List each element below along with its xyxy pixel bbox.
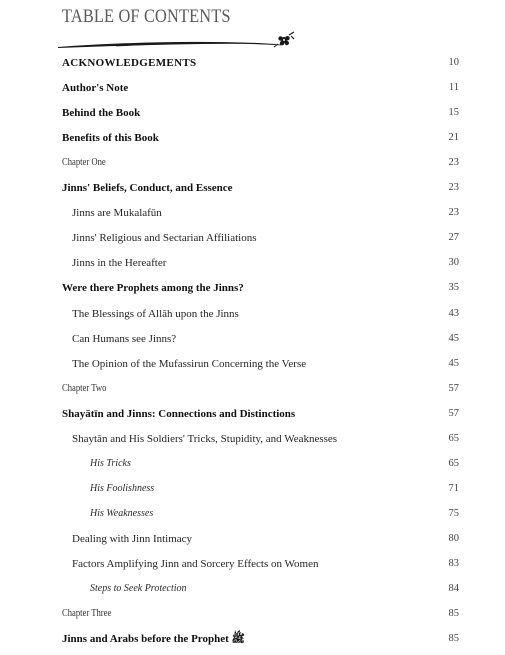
toc-entry[interactable] xyxy=(0,531,505,547)
toc-page-number: 15 xyxy=(448,107,459,118)
toc-entry-title: Shayātīn and Jinns: Connections and Distinctions xyxy=(62,408,296,420)
toc-page-number: 57 xyxy=(448,408,459,419)
toc-entry-title: Chapter Two xyxy=(62,383,107,394)
toc-entry[interactable] xyxy=(0,230,505,246)
toc-entry-title: Benefits of this Book xyxy=(62,132,159,144)
toc-page-number: 80 xyxy=(448,533,459,544)
toc-page-number: 35 xyxy=(448,282,459,293)
toc-page-number: 43 xyxy=(448,308,459,319)
toc-entry-title: Dealing with Jinn Intimacy xyxy=(72,533,193,545)
toc-entry-title: Jinns' Beliefs, Conduct, and Essence xyxy=(62,182,233,194)
toc-entry-title: Behind the Book xyxy=(62,107,141,119)
toc-page-number: 75 xyxy=(448,508,459,519)
toc-page-number: 71 xyxy=(448,483,459,494)
toc-entry-title: Author's Note xyxy=(62,82,129,94)
toc-entry-title: Jinns and Arabs before the Prophet ﷺ xyxy=(62,633,245,645)
toc-page-number: 84 xyxy=(448,583,459,594)
toc-page-number: 65 xyxy=(448,433,459,444)
toc-entry-title: Chapter One xyxy=(62,157,106,168)
flower-ornament-icon xyxy=(274,32,294,47)
toc-page-number: 57 xyxy=(448,383,459,394)
toc-page-number: 23 xyxy=(448,157,459,168)
toc-entry-title: His Tricks xyxy=(90,458,131,469)
toc-entry[interactable] xyxy=(0,356,505,372)
toc-page-number: 23 xyxy=(448,207,459,218)
toc-entry[interactable] xyxy=(0,331,505,347)
toc-entry-title: Were there Prophets among the Jinns? xyxy=(62,282,244,294)
toc-entry[interactable] xyxy=(0,130,505,146)
toc-entry[interactable] xyxy=(0,306,505,322)
toc-entry-title: Jinns are Mukalafūn xyxy=(72,207,162,219)
toc-entry-title: The Opinion of the Mufassirun Concerning the Verse xyxy=(72,358,307,370)
toc-entry[interactable] xyxy=(0,606,505,622)
toc-page-number: 23 xyxy=(448,182,459,193)
toc-page-number: 83 xyxy=(448,558,459,569)
toc-page-number: 45 xyxy=(448,333,459,344)
toc-page-number: 65 xyxy=(448,458,459,469)
toc-entry-title: Jinns in the Hereafter xyxy=(72,257,167,269)
toc-entry-title: Steps to Seek Protection xyxy=(90,583,187,594)
toc-entry[interactable] xyxy=(0,155,505,171)
toc-page-number: 27 xyxy=(448,232,459,243)
toc-entry[interactable] xyxy=(0,581,505,597)
toc-entry-title: Jinns' Religious and Sectarian Affiliations xyxy=(72,232,257,244)
toc-page-number: 85 xyxy=(448,633,459,644)
toc-entry[interactable] xyxy=(0,280,505,296)
toc-page-number: 45 xyxy=(448,358,459,369)
page-title: TABLE OF CONTENTS xyxy=(62,6,231,27)
toc-entry[interactable] xyxy=(0,556,505,572)
toc-entry[interactable] xyxy=(0,381,505,397)
toc-page-number: 11 xyxy=(448,82,459,93)
toc-entry-title: The Blessings of Allāh upon the Jinns xyxy=(72,308,239,320)
toc-entry[interactable] xyxy=(0,506,505,522)
toc-page-number: 30 xyxy=(448,257,459,268)
toc-entry[interactable] xyxy=(0,431,505,447)
decorative-swoosh-divider xyxy=(56,30,301,56)
toc-entry[interactable] xyxy=(0,481,505,497)
toc-entry[interactable] xyxy=(0,456,505,472)
toc-entry[interactable] xyxy=(0,205,505,221)
toc-entry[interactable] xyxy=(0,105,505,121)
toc-entry-title: Factors Amplifying Jinn and Sorcery Effects on Women xyxy=(72,558,319,570)
toc-entry[interactable] xyxy=(0,55,505,71)
toc-entry[interactable] xyxy=(0,631,505,647)
toc-page-number: 10 xyxy=(448,57,459,68)
toc-page-number: 21 xyxy=(448,132,459,143)
toc-entry-title: Shaytān and His Soldiers' Tricks, Stupidity, and Weaknesses xyxy=(72,433,338,445)
toc-entry-title: ACKNOWLEDGEMENTS xyxy=(62,57,197,69)
toc-entry[interactable] xyxy=(0,80,505,96)
toc-entry[interactable] xyxy=(0,255,505,271)
toc-page-number: 85 xyxy=(448,608,459,619)
toc-entry-title: His Foolishness xyxy=(90,483,155,494)
toc-entry[interactable] xyxy=(0,406,505,422)
toc-entry-title: His Weaknesses xyxy=(90,508,154,519)
toc-entry[interactable] xyxy=(0,180,505,196)
toc-entry-title: Can Humans see Jinns? xyxy=(72,333,177,345)
toc-entry-title: Chapter Three xyxy=(62,608,112,619)
